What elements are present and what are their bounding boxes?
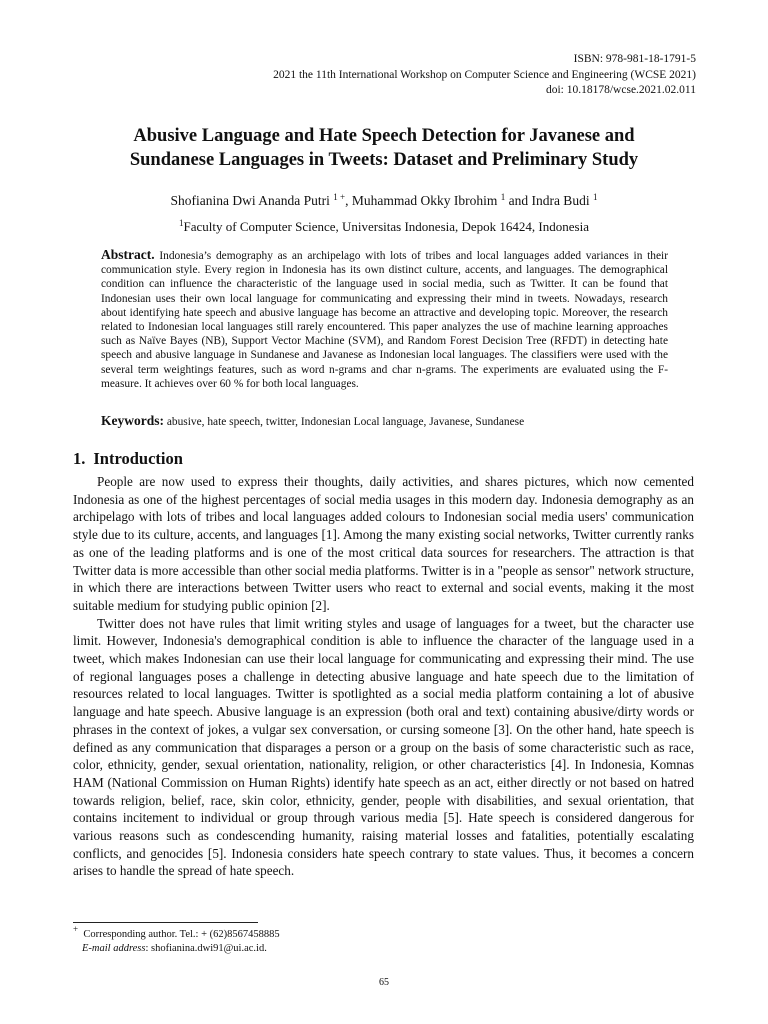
abstract-label: Abstract. bbox=[101, 247, 155, 262]
footnote-rule bbox=[73, 922, 258, 923]
affiliation bbox=[60, 218, 708, 235]
title-line-2: Sundanese Languages in Tweets: Dataset and Preliminary Study bbox=[129, 150, 639, 170]
section-number: 1. bbox=[73, 449, 86, 468]
section-title: Introduction bbox=[93, 449, 183, 468]
paragraph: Twitter does not have rules that limit writing styles and usage of languages for a tweet, but the character use limit. However, Indonesia's demographical condition is able to influence the character of the language used in a tweet, which makes Indonesian can use their local language for communicating and expressing their mind. The use of regional languages poses a challenge in detecting abusive language and hate speech due to the limitation of resources related to local languages. Twitter is spotlighted as a social media platform containing a lot of abusive language and hate speech. Abusive language is an expression (both oral and text) containing abusive/dirty words or phrases in the context of jokes, a vulgar sex conversation, or cursing someone [3]. On the other hand, hate speech is defined as any communication that disparages a person or a group on the basis of some characteristic such as race, color, ethnicity, gender, sexual orientation, nationality, religion, or other characteristics [4]. In Indonesia, Komnas HAM (National Commission on Human Rights) identify hate speech as an act, either directly or not based on hatred towards religion, belief, race, skin color, ethnicity, gender, people with disabilities, and sexual orientation, that contains incitement to individual or group through various media [5]. Hate speech is considered dangerous for various reasons such as condescending humanity, raising material losses and fatalities, potentially escalating conflicts, and genocides [5]. Indonesia considers hate speech contrary to state values. Thus, it becomes a concern arises to handle the spread of hate speech. bbox=[73, 615, 694, 879]
author-separator-2: and bbox=[505, 193, 532, 208]
author-2-affil: 1 bbox=[500, 192, 506, 202]
author-list bbox=[60, 192, 708, 210]
author-1-affil: 1 + bbox=[333, 192, 346, 202]
section-heading bbox=[73, 449, 183, 469]
affiliation-text: Faculty of Computer Science, Universitas Indonesia, Depok 16424, Indonesia bbox=[183, 219, 589, 234]
abstract-text: Indonesia’s demography as an archipelago with lots of tribes and local languages added variances in their communication style. Every region in Indonesia has its own distinct culture, accents, and languages. The demographical condition can influence the characteristic of the language used in social media, such as Twitter. It can be found that Indonesian uses their own local language for communicating and expressing their mind in tweets. Nowadays, research about identifying hate speech and abusive language has become an attractive and developing topic. Moreover, the research related to Indonesian local languages still rarely encountered. This paper analyzes the use of machine learning approaches such as Naïve Bayes (NB), Support Vector Machine (SVM), and Random Forest Decision Tree (RFDT) in detecting hate speech and abusive language in Sundanese and Javanese as Indonesian local languages. The classifiers were used with the several term weightings features, such as word n-grams and char n-grams. The experiments are evaluated using the F-measure. It achieves over 60 % for both local languages. bbox=[101, 250, 668, 390]
doi-line: doi: 10.18178/wcse.2021.02.011 bbox=[545, 84, 696, 96]
page-number: 65 bbox=[379, 977, 389, 988]
abstract bbox=[101, 248, 668, 391]
paragraph: People are now used to express their thoughts, daily activities, and shares pictures, which now cemented Indonesia as one of the highest percentages of social media usages in this modern day. Indonesia demography as an archipelago with lots of tribes and local languages added colours to Indonesian social media users' communication style due to its culture, accents, and languages [1]. Among the many existing social networks, Twitter currently ranks as one of the leading platforms and is one of the most critical data sources for researchers. The attraction is that Twitter data is more accessible than other social media platforms. Twitter is in a "people as sensor" network structure, in which there are interactions between Twitter users who react to external and social events, making it the most suitable medium for studying public opinion [2]. bbox=[73, 474, 694, 613]
title-line-1: Abusive Language and Hate Speech Detection for Javanese and bbox=[133, 126, 635, 146]
footnote bbox=[73, 924, 280, 955]
author-3: Indra Budi bbox=[531, 193, 590, 208]
body-text bbox=[73, 473, 694, 880]
paper-title bbox=[60, 124, 708, 172]
conference-line: 2021 the 11th International Workshop on Computer Science and Engineering (WCSE 2021) bbox=[273, 68, 696, 81]
keywords-label: Keywords: bbox=[101, 413, 164, 428]
author-separator-1: , bbox=[345, 193, 352, 208]
email-label: E-mail address bbox=[82, 942, 146, 954]
keywords-text: abusive, hate speech, twitter, Indonesian Local language, Javanese, Sundanese bbox=[166, 416, 525, 428]
author-3-affil: 1 bbox=[592, 192, 598, 202]
isbn-line: ISBN: 978-981-18-1791-5 bbox=[573, 53, 696, 65]
page-header bbox=[273, 52, 696, 99]
author-2: Muhammad Okky Ibrohim bbox=[351, 193, 498, 208]
author-1: Shofianina Dwi Ananda Putri bbox=[170, 193, 330, 208]
email-address: : shofianina.dwi91@ui.ac.id. bbox=[145, 942, 267, 954]
footnote-corresponding: Corresponding author. Tel.: + (62)8567458885 bbox=[83, 929, 280, 940]
affiliation-marker: 1 bbox=[179, 218, 184, 228]
keywords bbox=[101, 413, 668, 430]
footnote-marker: + bbox=[73, 924, 79, 934]
